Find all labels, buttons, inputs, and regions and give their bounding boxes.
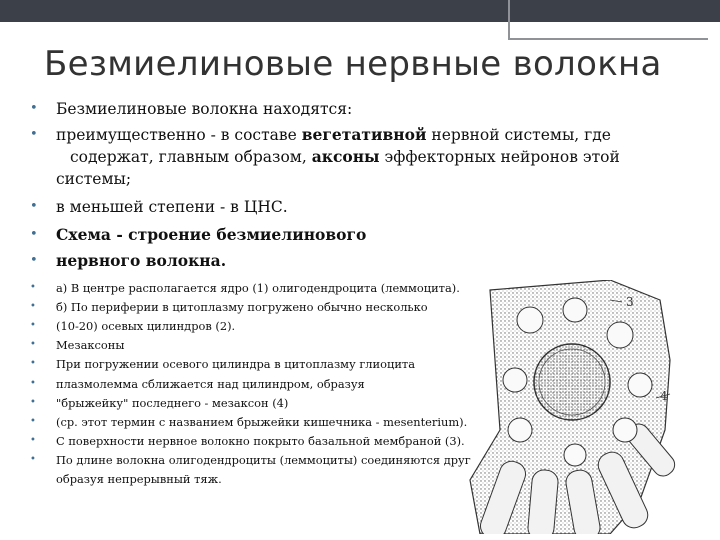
nucleus: [534, 344, 610, 420]
bullet-dot-icon: •: [30, 377, 36, 389]
small-bullet-text: "брыжейку" последнего - мезаксон (4): [56, 395, 289, 410]
bullet-dot-icon: •: [30, 282, 36, 293]
small-bullet-text: По длине волокна олигодендроциты (леммоциты) соединяются друг: [56, 452, 471, 467]
small-bullet-text: плазмолемма сближается над цилиндром, образуя: [56, 376, 365, 391]
bullet-text: нервного волокна.: [56, 251, 227, 270]
bullet-text-cont: системы;: [56, 170, 132, 188]
small-bullet-text: а) В центре располагается ядро (1) олигодендроцита (леммоцита).: [56, 281, 460, 295]
bullet-dot-icon: •: [30, 227, 38, 242]
bullet-dot-icon: •: [30, 127, 38, 142]
bullet-text: преимущественно - в составе вегетативной нервной системы, где: [56, 125, 611, 144]
bullet-text-cont: содержат, главным образом, аксоны эффекторных нейронов этой: [70, 147, 620, 166]
bullet-dot-icon: •: [30, 101, 38, 116]
slide-title: Безмиелиновые нервные волокна: [44, 44, 662, 84]
small-bullet-text: С поверхности нервное волокно покрыто базальной мембраной (3).: [56, 433, 465, 448]
bullet-dot-icon: •: [30, 396, 36, 408]
bullet-dot-icon: •: [30, 320, 36, 332]
bullet-text: Безмиелиновые волокна находятся:: [56, 100, 353, 118]
label-3: 3: [626, 295, 634, 309]
bullet-dot-icon: •: [30, 339, 36, 351]
small-bullet-text: (ср. этот термин с названием брыжейки кишечника - mesenterium).: [56, 414, 468, 429]
bullet-text: в меньшей степени - в ЦНС.: [56, 198, 288, 216]
nerve-fiber-diagram: [460, 280, 708, 534]
bullet-dot-icon: •: [30, 358, 36, 370]
bullet-dot-icon: •: [30, 301, 36, 313]
bullet-dot-icon: •: [30, 415, 36, 427]
top-frame-decoration: [508, 0, 708, 40]
small-bullet-text: Мезаксоны: [56, 338, 125, 353]
bullet-dot-icon: •: [30, 434, 36, 446]
bullet-dot-icon: •: [30, 453, 36, 465]
bullet-dot-icon: •: [30, 199, 38, 214]
small-bullet-text: б) По периферии в цитоплазму погружено обычно несколько: [56, 300, 428, 315]
label-4: 4: [660, 389, 668, 403]
small-bullet-text: При погружении осевого цилиндра в цитоплазму глиоцита: [56, 357, 415, 372]
bullet-text: Схема - строение безмиелинового: [56, 225, 367, 244]
bullet-dot-icon: •: [30, 253, 38, 268]
small-bullet-text: (10-20) осевых цилиндров (2).: [56, 319, 236, 334]
small-bullet-text: образуя непрерывный тяж.: [56, 472, 222, 486]
